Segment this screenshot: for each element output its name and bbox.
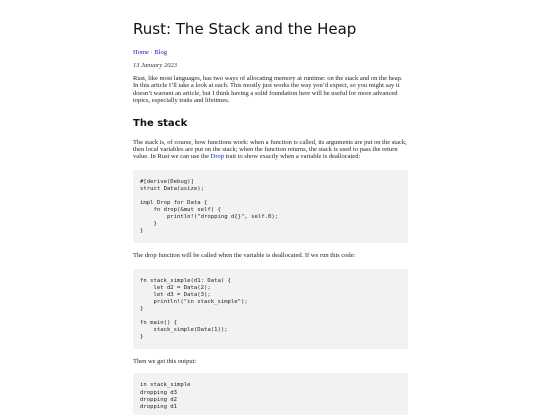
stack-text-after-link: trait to show exactly when a variable is deallocated:: [223, 153, 361, 161]
drop-paragraph: The drop function will be called when the variable is deallocated. If we run this code:: [133, 252, 356, 260]
intro-paragraph: Rust, like most languages, has two ways of allocating memory at runtime: on the stack and on the heap. In this article I’ll take a look at each. This mostly just works the way you’d expect, so you might say it doesn’t warrant an article, but I think having a solid foundation here will be useful for more advanced topics, especially traits and lifetimes.: [133, 75, 403, 105]
publish-date: 13 January 2023: [133, 62, 178, 69]
breadcrumb-separator: ·: [150, 49, 153, 56]
stack-paragraph: [133, 139, 408, 161]
blog-link[interactable]: Blog: [154, 49, 167, 56]
output-paragraph: Then we get this output:: [133, 358, 197, 366]
breadcrumb: [133, 48, 408, 57]
code-block-stack-simple: fn stack_simple(d1: Data) { let d2 = Data(2); let d3 = Data(3); println!("in stack_simple"); } fn main() { stack_simple(Data(1)); }: [133, 269, 408, 349]
home-link[interactable]: Home: [133, 49, 149, 56]
article: [133, 20, 408, 415]
code-block-drop-impl: #[derive(Debug)] struct Data(usize); impl Drop for Data { fn drop(&mut self) { println!("dropping d{}", self.0); } }: [133, 170, 408, 243]
page-title: Rust: The Stack and the Heap: [133, 20, 357, 38]
stack-text-before-link: The stack is, of course, how functions work: when a function is called, its arguments are put on the stack, then local variables are put on the stack; when the function returns, the stack is used to pass the return value. In Rust we can use the: [133, 138, 407, 161]
drop-trait-link[interactable]: Drop: [210, 153, 224, 161]
section-heading-stack: The stack: [133, 117, 188, 129]
code-block-output: in stack_simple dropping d3 dropping d2 dropping d1: [133, 373, 408, 414]
